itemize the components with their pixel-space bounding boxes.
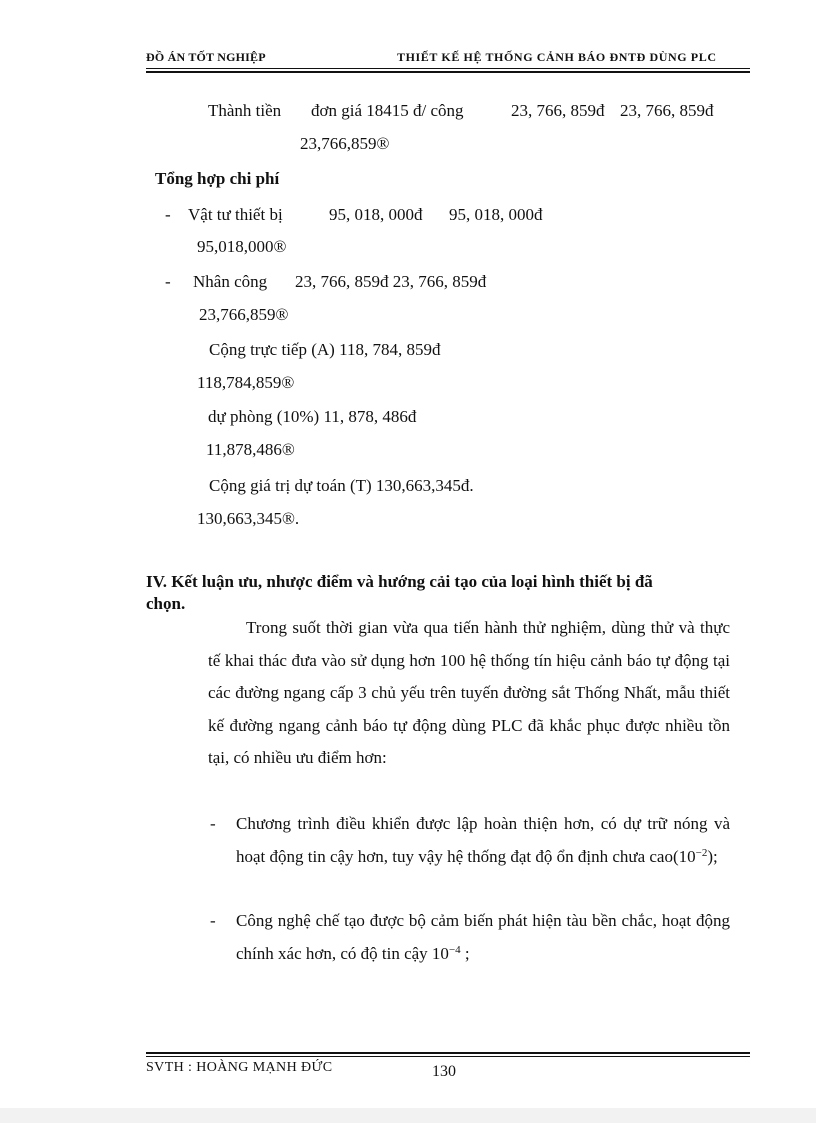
materials-dash: - xyxy=(165,205,171,224)
labor-total-rate: đơn giá 18415 đ/ công xyxy=(311,101,464,120)
footer-author: SVTH : HOÀNG MẠNH ĐỨC xyxy=(146,1060,333,1075)
header-right: THIẾT KẾ HỆ THỐNG CẢNH BÁO ĐNTĐ DÙNG PLC xyxy=(397,50,717,64)
bullet-dash: - xyxy=(210,814,216,833)
bullet-dash: - xyxy=(210,911,216,930)
labor-total-label: Thành tiền xyxy=(208,101,282,120)
header-rule-thin xyxy=(146,68,750,69)
labor-amounts: 23, 766, 859đ 23, 766, 859đ xyxy=(295,272,487,291)
direct-cost-figure: 118,784,859® xyxy=(197,373,295,392)
section-title: IV. Kết luận ưu, nhược điểm và hướng cải tạo của loại hình thiết bị đã xyxy=(146,572,653,591)
bullet-item xyxy=(208,808,730,873)
materials-label: Vật tư thiết bị xyxy=(188,205,283,224)
materials-amount-1: 95, 018, 000đ xyxy=(329,205,423,224)
labor-label: Nhân công xyxy=(193,272,268,291)
total-cost: Cộng giá trị dự toán (T) 130,663,345đ. xyxy=(209,476,474,495)
page-bottom-shade xyxy=(0,1108,816,1123)
section-paragraph: Trong suốt thời gian vừa qua tiến hành thử nghiệm, dùng thử và thực tế khai thác đưa vào sử dụng hơn 100 hệ thống tín hiệu cảnh báo tự động tại các đường ngang cấp 3 chủ yếu trên tuyến đường sắt Thống Nhất, mẫu thiết kế đường ngang cảnh báo tự động dùng PLC đã khắc phục được nhiều tồn tại, có nhiều ưu điểm hơn: xyxy=(208,618,730,767)
labor-total-figure: 23,766,859® xyxy=(300,134,390,153)
footer-rule-thin xyxy=(146,1056,750,1057)
summary-title: Tổng hợp chi phí xyxy=(155,169,280,188)
bullet-text: Chương trình điều khiển được lập hoàn thiện hơn, có dự trữ nóng và hoạt động tin cậy hơn, tuy vậy hệ thống đạt độ ổn định chưa $cao(10^{-2})$; xyxy=(236,814,730,866)
footer-rule-thick xyxy=(146,1052,750,1054)
header-rule-thick xyxy=(146,71,750,73)
materials-figure: 95,018,000® xyxy=(197,237,287,256)
bullet-item xyxy=(208,905,730,970)
reserve-cost: dự phòng (10%) 11, 878, 486đ xyxy=(208,407,417,426)
labor-dash: - xyxy=(165,272,171,291)
page-number: 130 xyxy=(432,1063,456,1080)
bullet-text: Công nghệ chế tạo được bộ cảm biến phát hiện tàu bền chắc, hoạt động chính xác hơn, có độ tin cậy $10^{-4}$ ; xyxy=(236,911,730,963)
labor-total-amount-1: 23, 766, 859đ xyxy=(511,101,605,120)
reserve-cost-figure: 11,878,486® xyxy=(206,440,295,459)
header-left: ĐỒ ÁN TỐT NGHIỆP xyxy=(146,50,266,64)
direct-cost: Cộng trực tiếp (A) 118, 784, 859đ xyxy=(209,340,441,359)
total-cost-figure: 130,663,345®. xyxy=(197,509,300,528)
labor-figure: 23,766,859® xyxy=(199,305,289,324)
section-title-cont: chọn. xyxy=(146,594,186,613)
labor-total-amount-2: 23, 766, 859đ xyxy=(620,101,714,120)
materials-amount-2: 95, 018, 000đ xyxy=(449,205,543,224)
